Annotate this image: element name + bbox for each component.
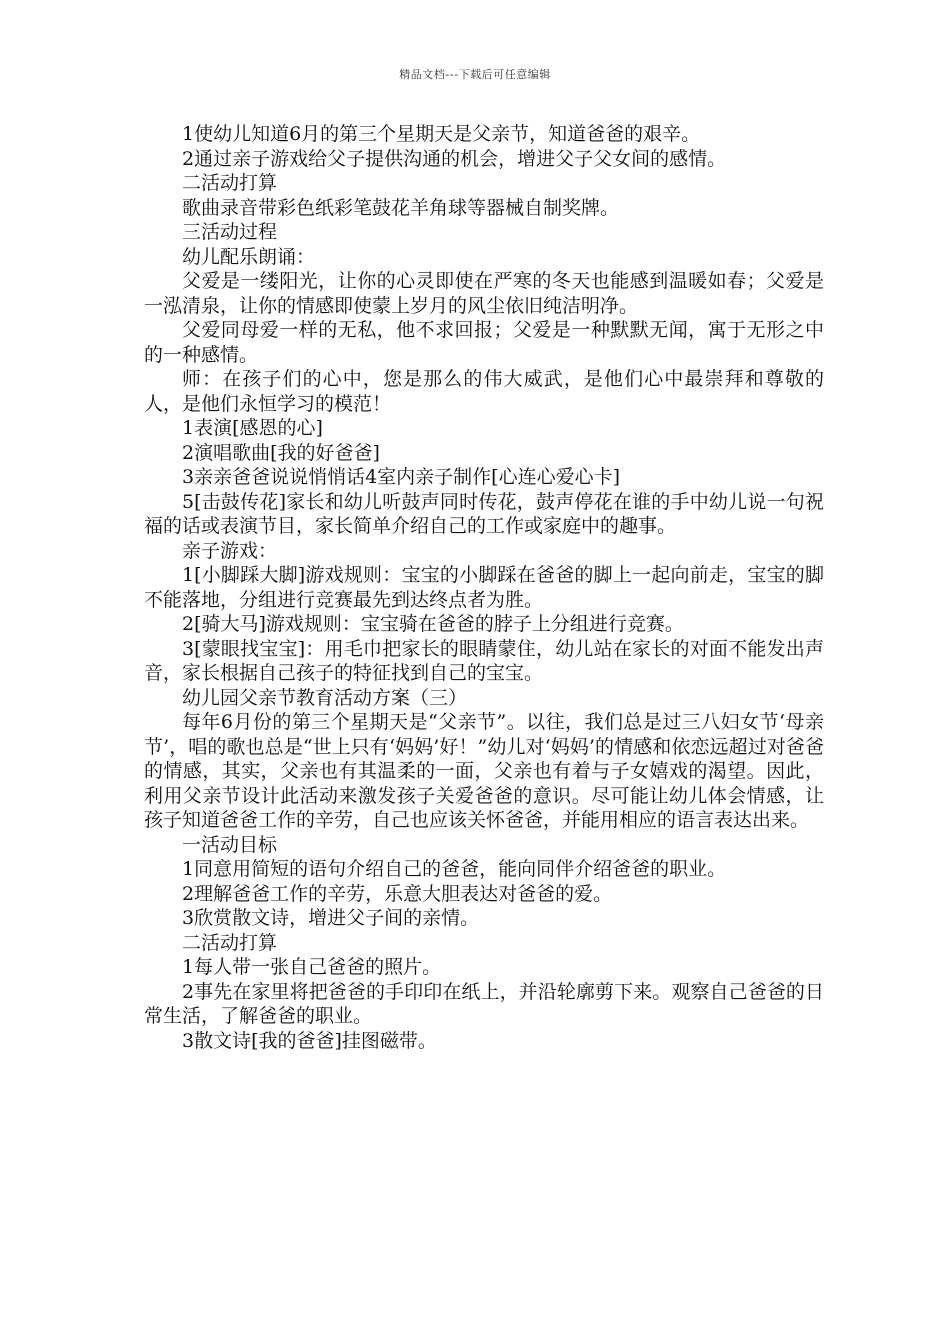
- paragraph: 父爱同母爱一样的无私，他不求回报；父爱是一种默默无闻，寓于无形之中的一种感情。: [144, 319, 824, 366]
- paragraph: 师：在孩子们的心中，您是那么的伟大威武，是他们心中最崇拜和尊敬的人，是他们永恒学习的模范！: [144, 368, 824, 415]
- list-item: 3亲亲爸爸说说悄悄话4室内亲子制作[心连心爱心卡]: [182, 466, 621, 488]
- list-item: 1每人带一张自己爸爸的照片。: [182, 956, 442, 978]
- paragraph: 1使幼儿知道6月的第三个星期天是父亲节，知道爸爸的艰辛。: [182, 123, 701, 145]
- list-item: 2[骑大马]游戏规则：宝宝骑在爸爸的脖子上分组进行竞赛。: [182, 613, 684, 635]
- paragraph: 父爱是一缕阳光，让你的心灵即使在严寒的冬天也能感到温暖如春；父爱是一泓清泉，让你的情感即使蒙上岁月的风尘依旧纯洁明净。: [144, 270, 824, 317]
- section-heading: 二活动打算: [182, 931, 278, 954]
- list-item: 3[蒙眼找宝宝]：用毛巾把家长的眼睛蒙住，幼儿站在家长的对面不能发出声音，家长根据自己孩子的特征找到自己的宝宝。: [144, 637, 824, 684]
- document-body: [144, 122, 824, 1053]
- list-item: 5[击鼓传花]家长和幼儿听鼓声同时传花，鼓声停花在谁的手中幼儿说一句祝福的话或表演节目，家长简单介绍自己的工作或家庭中的趣事。: [144, 490, 824, 537]
- list-item: 1[小脚踩大脚]游戏规则：宝宝的小脚踩在爸爸的脚上一起向前走，宝宝的脚不能落地，分组进行竞赛最先到达终点者为胜。: [144, 564, 824, 611]
- section-heading: 亲子游戏：: [182, 539, 278, 562]
- section-heading: 一活动目标: [182, 833, 278, 856]
- paragraph: 歌曲录音带彩色纸彩笔鼓花羊角球等器械自制奖牌。: [182, 196, 620, 219]
- list-item: 2理解爸爸工作的辛劳，乐意大胆表达对爸爸的爱。: [182, 882, 613, 905]
- list-item: 3欣赏散文诗，增进父子间的亲情。: [182, 907, 480, 929]
- paragraph: 每年6月份的第三个星期天是“父亲节”。以往，我们总是过三八妇女节‘母亲节’，唱的歌也总是“世上只有‘妈妈’好！”幼儿对‘妈妈’的情感和依恋远超过对爸爸的情感，其实，父亲也有其温柔的一面，父亲也有着与子女嬉戏的渴望。因此，利用父亲节设计此活动来激发孩子关爱爸爸的意识。尽可能让幼儿体会情感，让孩子知道爸爸工作的辛劳，自己也应该关怀爸爸，并能用相应的语言表达出来。: [144, 711, 824, 831]
- section-heading: 三活动过程: [182, 221, 278, 243]
- section-heading: 二活动打算: [182, 172, 278, 194]
- list-item: 2事先在家里将把爸爸的手印印在纸上，并沿轮廓剪下来。观察自己爸爸的日常生活，了解爸爸的职业。: [144, 980, 824, 1027]
- paragraph: 2通过亲子游戏给父子提供沟通的机会，增进父子父女间的感情。: [182, 147, 727, 170]
- list-item: 1表演[感恩的心]: [182, 417, 323, 439]
- list-item: 3散文诗[我的爸爸]挂图磁带。: [182, 1029, 437, 1052]
- list-item: 1同意用简短的语句介绍自己的爸爸，能向同伴介绍爸爸的职业。: [182, 858, 727, 880]
- paragraph: 幼儿配乐朗诵：: [182, 245, 316, 268]
- document-subtitle: 幼儿园父亲节教育活动方案（三）: [182, 686, 468, 709]
- list-item: 2演唱歌曲[我的好爸爸]: [182, 441, 380, 464]
- page-header: 精品文档---下载后可任意编辑: [399, 68, 551, 81]
